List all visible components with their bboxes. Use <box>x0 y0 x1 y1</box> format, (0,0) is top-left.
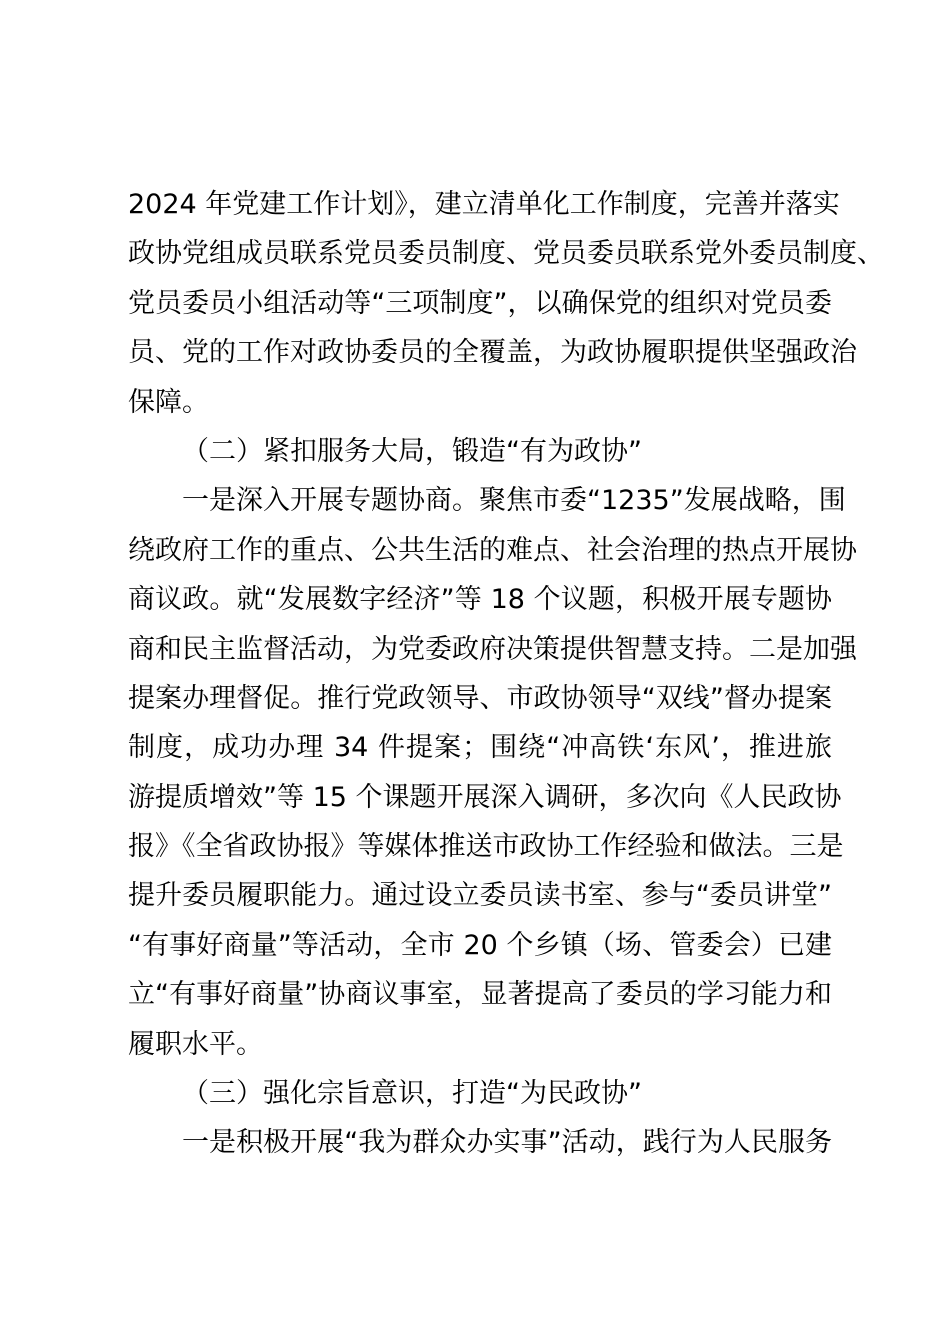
text-line: 商和民主监督活动，为党委政府决策提供智慧支持。二是加强 <box>128 633 857 665</box>
document-body <box>128 180 884 1168</box>
text-line: 一是积极开展“我为群众办实事”活动，践行为人民服务 <box>182 1127 832 1159</box>
heading-line: （二）紧扣服务大局，锻造“有为政协” <box>182 435 642 467</box>
text-line: 2024 年党建工作计划》，建立清单化工作制度，完善并落实 <box>128 189 840 220</box>
paragraph-party-building-plan <box>128 180 884 427</box>
text-line: 提升委员履职能力。通过设立委员读书室、参与“委员讲堂” <box>128 880 832 912</box>
text-line: 保障。 <box>128 386 209 418</box>
text-line: 商议政。就“发展数字经济”等 18 个议题，积极开展专题协 <box>128 584 832 616</box>
text-line: 立“有事好商量”协商议事室，显著提高了委员的学习能力和 <box>128 979 832 1011</box>
text-line: 政协党组成员联系党员委员制度、党员委员联系党外委员制度、 <box>128 238 884 270</box>
text-line: 游提质增效”等 15 个课题开展深入调研，多次向《人民政协 <box>128 781 842 813</box>
heading-line: （三）强化宗旨意识，打造“为民政协” <box>182 1078 642 1110</box>
section-heading-3 <box>128 1069 832 1118</box>
text-line: 履职水平。 <box>128 1028 263 1060</box>
text-line: 制度，成功办理 34 件提案；围绕“冲高铁‘东风’，推进旅 <box>128 732 832 764</box>
text-line: 提案办理督促。推行党政领导、市政协领导“双线”督办提案 <box>128 682 832 714</box>
section-heading-2 <box>128 427 832 476</box>
paragraph-service-overall <box>128 476 857 1069</box>
text-line: “有事好商量”等活动，全市 20 个乡镇（场、管委会）已建 <box>128 929 832 961</box>
text-line: 绕政府工作的重点、公共生活的难点、社会治理的热点开展协 <box>128 534 857 566</box>
text-line: 报》《全省政协报》等媒体推送市政协工作经验和做法。三是 <box>128 831 844 863</box>
text-line: 员、党的工作对政协委员的全覆盖，为政协履职提供坚强政治 <box>128 337 857 369</box>
text-line: 党员委员小组活动等“三项制度”，以确保党的组织对党员委 <box>128 287 832 319</box>
text-line: 一是深入开展专题协商。聚焦市委“1235”发展战略，围 <box>182 485 846 517</box>
paragraph-people-service <box>128 1118 832 1167</box>
